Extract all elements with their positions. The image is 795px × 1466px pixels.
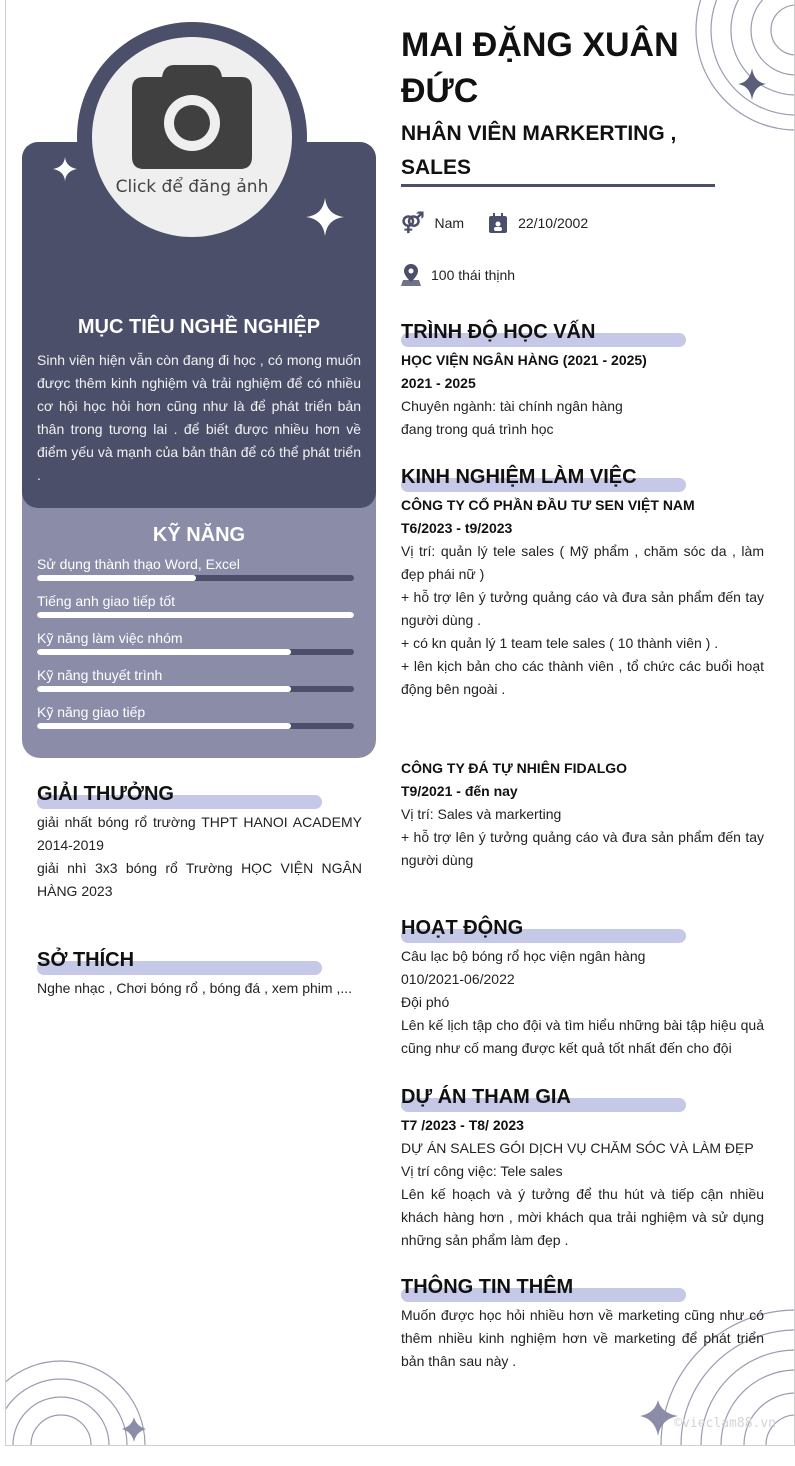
section-line: Đội phó xyxy=(401,994,450,1010)
section-heading xyxy=(401,463,764,491)
section-heading xyxy=(37,780,362,808)
skill-label: Tiếng anh giao tiếp tốt xyxy=(37,593,176,609)
address: 100 thái thịnh xyxy=(431,267,516,283)
gender-icon: ⚤ xyxy=(401,212,425,234)
sparkle-icon xyxy=(640,1400,678,1436)
sparkle-icon xyxy=(306,198,344,236)
address-row xyxy=(401,264,515,286)
section-line: + lên kịch bản cho các thành viên , tổ chức các buổi hoạt động bên ngoài . xyxy=(401,658,764,697)
section-title: KINH NGHIỆM LÀM VIỆC xyxy=(401,466,637,488)
section-line: giải nhì 3x3 bóng rổ Trường HỌC VIỆN NGÂN HÀNG 2023 xyxy=(37,860,362,899)
location-pin-icon xyxy=(401,264,421,286)
section-line: CÔNG TY ĐÁ TỰ NHIÊN FIDALGO xyxy=(401,760,628,776)
skill-item xyxy=(37,593,354,618)
activities-section xyxy=(401,914,764,1060)
birthdate: 22/10/2002 xyxy=(518,214,589,231)
section-line: Chuyên ngành: tài chính ngân hàng xyxy=(401,398,623,414)
info-row xyxy=(401,210,588,235)
extra-info-section xyxy=(401,1273,764,1373)
section-line: 2021 - 2025 xyxy=(401,375,476,391)
skill-bar xyxy=(37,649,354,655)
section-line: Nghe nhạc , Chơi bóng rổ , bóng đá , xem phim ,... xyxy=(37,980,353,996)
section-line: 010/2021-06/2022 xyxy=(401,971,515,987)
experience-section xyxy=(401,463,764,701)
sparkle-icon xyxy=(122,1417,146,1442)
skill-bar-fill xyxy=(37,575,196,581)
section-line: Lên kế hoạch và ý tưởng để thu hút và tiếp cận nhiều khách hàng hơn , mời khách qua trải nghiệm và sử dụng những sản phẩm làm đẹp . xyxy=(401,1186,764,1248)
section-line: + có kn quản lý 1 team tele sales ( 10 thành viên ) . xyxy=(401,635,719,651)
education-section xyxy=(401,318,764,441)
section-heading xyxy=(401,1083,764,1111)
section-line: Vị trí công việc: Tele sales xyxy=(401,1163,563,1179)
skill-bar xyxy=(37,686,354,692)
skill-bar xyxy=(37,575,354,581)
section-line: Lên kế lịch tập cho đội và tìm hiểu những bài tập hiệu quả cũng như cố mang được kết quả tốt nhất đến cho đội xyxy=(401,1017,764,1056)
section-title: DỰ ÁN THAM GIA xyxy=(401,1086,571,1108)
section-line: Vị trí: quản lý tele sales ( Mỹ phẩm , chăm sóc da , làm đẹp phái nữ ) xyxy=(401,543,764,582)
section-line: Muốn được học hỏi nhiều hơn về marketing cũng như có thêm nhiều kinh nghiệm hơn về marketing để phát triển bản thân sau này . xyxy=(401,1307,764,1369)
divider xyxy=(401,184,715,187)
skills-title: KỸ NĂNG xyxy=(152,524,246,546)
section-line: đang trong quá trình học xyxy=(401,421,554,437)
experience-entry xyxy=(401,757,764,872)
section-line: CÔNG TY CỔ PHẦN ĐẦU TƯ SEN VIỆT NAM xyxy=(401,497,695,513)
camera-icon xyxy=(132,65,252,169)
skill-label: Sử dụng thành thạo Word, Excel xyxy=(37,556,240,572)
candidate-name: MAI ĐẶNG XUÂN ĐỨC xyxy=(401,26,679,110)
section-line: Vị trí: Sales và markerting xyxy=(401,806,562,822)
section-heading xyxy=(401,318,764,346)
section-line: T6/2023 - t9/2023 xyxy=(401,520,513,536)
section-title: SỞ THÍCH xyxy=(37,949,135,971)
skills-panel xyxy=(22,480,376,758)
skill-label: Kỹ năng thuyết trình xyxy=(37,667,163,683)
section-line: giải nhất bóng rổ trường THPT HANOI ACADEMY 2014-2019 xyxy=(37,814,362,853)
projects-section xyxy=(401,1083,764,1252)
skill-bar-fill xyxy=(37,723,291,729)
skill-item xyxy=(37,630,354,655)
section-line: T9/2021 - đến nay xyxy=(401,783,518,799)
section-line: HỌC VIỆN NGÂN HÀNG (2021 - 2025) xyxy=(401,352,647,368)
section-line: + hỗ trợ lên ý tưởng quảng cáo và đưa sản phẩm đến tay người dùng xyxy=(401,829,764,868)
skill-item xyxy=(37,667,354,692)
objective-title: MỤC TIÊU NGHỀ NGHIỆP xyxy=(77,316,321,338)
section-title: THÔNG TIN THÊM xyxy=(401,1276,574,1298)
calendar-icon xyxy=(488,213,508,233)
skill-bar xyxy=(37,612,354,618)
section-line: T7 /2023 - T8/ 2023 xyxy=(401,1117,524,1133)
hobbies-section xyxy=(37,946,362,1000)
skill-bar-fill xyxy=(37,612,354,618)
objective-text: Sinh viên hiện vẫn còn đang đi học , có mong muốn được thêm kinh nghiệm và trải nghiệm để có nhiều cơ hội học hỏi hơn cũng như là để phát triển bản thân trong tương lai . để biết được nhiều hơn về điểm yếu và mạnh của bản thân để có thể phát triển . xyxy=(37,352,361,483)
skill-item xyxy=(37,556,354,581)
section-title: TRÌNH ĐỘ HỌC VẤN xyxy=(401,321,596,343)
section-heading xyxy=(401,1273,764,1301)
skill-label: Kỹ năng làm việc nhóm xyxy=(37,630,183,646)
skill-label: Kỹ năng giao tiếp xyxy=(37,704,146,720)
skill-bar-fill xyxy=(37,649,291,655)
gender: Nam xyxy=(434,214,465,231)
section-line: + hỗ trợ lên ý tưởng quảng cáo và đưa sản phẩm đến tay người dùng . xyxy=(401,589,764,628)
skill-item xyxy=(37,704,354,729)
skill-bar xyxy=(37,723,354,729)
candidate-role: NHÂN VIÊN MARKERTING , SALES xyxy=(401,122,677,179)
section-title: GIẢI THƯỞNG xyxy=(37,783,174,805)
section-line: DỰ ÁN SALES GÓI DỊCH VỤ CHĂM SÓC VÀ LÀM ĐẸP xyxy=(401,1140,754,1156)
section-line: Câu lạc bộ bóng rổ học viện ngân hàng xyxy=(401,948,646,964)
skill-bar-fill xyxy=(37,686,291,692)
watermark: ©vieclam88.vn xyxy=(674,1416,776,1431)
photo-upload[interactable] xyxy=(92,37,292,237)
awards-section xyxy=(37,780,362,903)
cv-page xyxy=(5,0,795,1446)
photo-upload-label: Click để đăng ảnh xyxy=(115,177,269,197)
section-heading xyxy=(401,914,764,942)
section-heading xyxy=(37,946,362,974)
section-title: HOẠT ĐỘNG xyxy=(401,917,524,939)
sparkle-icon xyxy=(53,157,77,181)
